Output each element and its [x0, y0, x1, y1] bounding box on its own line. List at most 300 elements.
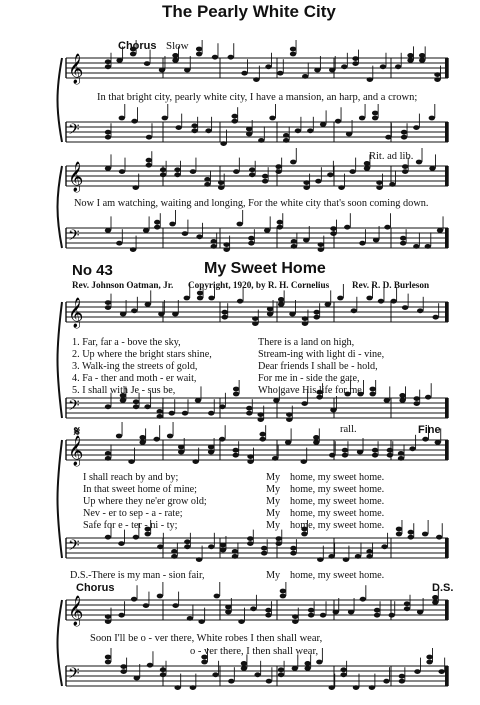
note-head: [422, 437, 428, 442]
note-head: [254, 672, 260, 677]
note-head: [237, 299, 243, 304]
note-head: [120, 398, 126, 403]
note-head: [220, 548, 226, 553]
ds-mark: D.S.: [432, 582, 454, 594]
note-head: [258, 138, 264, 143]
note-head: [228, 679, 234, 684]
note-head: [417, 308, 423, 313]
verse-line: My: [266, 496, 281, 508]
note-head: [252, 321, 258, 326]
note-head: [401, 135, 407, 140]
note-head: [208, 296, 214, 301]
note-head: [329, 68, 335, 73]
note-head: [105, 456, 111, 461]
note-head: [223, 247, 229, 252]
verse-line: My: [266, 484, 281, 496]
verse-block-b-mid: [266, 472, 280, 532]
verse-line: Stream-ing with light di - vine,: [258, 349, 385, 361]
note-head: [131, 597, 137, 602]
note-head: [105, 64, 111, 69]
note-head: [231, 119, 237, 124]
note-head: [246, 132, 252, 137]
note-head: [360, 597, 366, 602]
note-head: [153, 437, 159, 442]
verse-line: My: [266, 472, 281, 483]
note-head: [219, 437, 225, 442]
note-head: [267, 312, 273, 317]
note-head: [380, 64, 386, 69]
note-head: [218, 185, 224, 190]
verse-line: home, my sweet home.: [290, 508, 385, 520]
verse-line: Up where they ne'er grow old;: [83, 496, 207, 508]
note-head: [145, 302, 151, 307]
verse-line: There is a land on high,: [258, 337, 355, 348]
note-head: [425, 244, 431, 249]
note-head: [178, 450, 184, 455]
note-head: [118, 541, 124, 546]
note-head: [286, 417, 292, 422]
verse-block-b-right: [290, 472, 384, 532]
note-head: [184, 296, 190, 301]
copyright-credit: Copyright, 1920, by R. H. Cornelius: [188, 280, 330, 290]
note-head: [280, 594, 286, 599]
bass-clef-icon: 𝄢: [68, 665, 80, 686]
note-head: [399, 398, 405, 403]
note-head: [289, 312, 295, 317]
note-head: [317, 557, 323, 562]
note-head: [246, 411, 252, 416]
bass-clef-icon: 𝄢: [68, 227, 80, 248]
note-head: [133, 535, 139, 540]
verse-line: In that sweet home of mine;: [83, 484, 198, 496]
note-head: [400, 241, 406, 246]
note-head: [233, 392, 239, 397]
note-head: [320, 122, 326, 127]
note-head: [171, 554, 177, 559]
verse-block-b-left: [83, 472, 207, 532]
note-head: [157, 544, 163, 549]
note-head: [426, 660, 432, 665]
note-head: [429, 116, 435, 121]
note-head: [208, 411, 214, 416]
note-head: [340, 672, 346, 677]
note-head: [385, 135, 391, 140]
note-head: [116, 434, 122, 439]
chorus-mark-2: Chorus: [76, 582, 115, 594]
note-head: [330, 408, 336, 413]
note-head: [359, 241, 365, 246]
note-head: [147, 663, 153, 668]
verse-line: Nev - er to sep - a - rate;: [83, 508, 183, 520]
verse-line: Safe for e - ter - ni - ty;: [83, 520, 178, 532]
verse-block-a-left: [72, 337, 212, 397]
note-head: [146, 163, 152, 168]
verse-line: My: [266, 508, 281, 520]
note-head: [352, 61, 358, 66]
note-head: [303, 185, 309, 190]
note-head: [320, 613, 326, 618]
note-head: [313, 315, 319, 320]
note-head: [174, 172, 180, 177]
note-head: [384, 398, 390, 403]
note-head: [238, 619, 244, 624]
note-head: [341, 64, 347, 69]
brace: [58, 600, 63, 686]
note-head: [307, 128, 313, 133]
note-head: [160, 172, 166, 177]
note-head: [259, 437, 265, 442]
note-head: [176, 125, 182, 130]
note-head: [436, 535, 442, 540]
author-credit: Rev. Johnson Oatman, Jr.: [72, 280, 174, 290]
note-head: [407, 58, 413, 63]
note-head: [249, 172, 255, 177]
treble-clef-icon: 𝄞: [68, 162, 84, 192]
note-head: [374, 613, 380, 618]
note-head: [301, 401, 307, 406]
note-head: [208, 450, 214, 455]
verse-line: 5. I shall with Je - sus be,: [72, 385, 176, 397]
note-head: [131, 119, 137, 124]
note-head: [383, 679, 389, 684]
note-head: [438, 669, 444, 674]
note-head: [146, 135, 152, 140]
fine-mark: Fine: [418, 424, 441, 436]
note-head: [264, 228, 270, 233]
note-head: [425, 395, 431, 400]
note-head: [349, 169, 355, 174]
note-head: [159, 68, 165, 73]
note-head: [316, 660, 322, 665]
note-head: [172, 603, 178, 608]
note-head: [384, 225, 390, 230]
note-head: [337, 296, 343, 301]
verse-line: Who gave His life for me,: [258, 385, 365, 397]
note-head: [413, 244, 419, 249]
note-head: [290, 160, 296, 165]
note-head: [373, 238, 379, 243]
note-head: [118, 613, 124, 618]
note-head: [233, 169, 239, 174]
note-head: [247, 459, 253, 464]
note-head: [160, 672, 166, 677]
lyric-line: Now I am watching, waiting and longing, For the white city that's soon coming down.: [74, 198, 429, 209]
note-head: [201, 660, 207, 665]
note-head: [184, 544, 190, 549]
note-head: [413, 125, 419, 130]
note-head: [133, 404, 139, 409]
note-head: [390, 299, 396, 304]
note-head: [435, 440, 441, 445]
note-head: [292, 619, 298, 624]
note-head: [130, 52, 136, 57]
note-head: [241, 666, 247, 671]
note-head: [253, 77, 259, 82]
note-head: [133, 185, 139, 190]
note-head: [265, 64, 271, 69]
note-head: [304, 666, 310, 671]
note-head: [372, 453, 378, 458]
note-head: [276, 541, 282, 546]
note-head: [211, 244, 217, 249]
note-head: [212, 55, 218, 60]
note-head: [131, 308, 137, 313]
note-head: [275, 169, 281, 174]
note-head: [291, 244, 297, 249]
brace: [58, 440, 63, 558]
note-head: [335, 119, 341, 124]
rit-mark: Rit. ad lib.: [369, 151, 414, 162]
note-head: [290, 551, 296, 556]
note-head: [143, 603, 149, 608]
note-head: [303, 238, 309, 243]
note-head: [198, 619, 204, 624]
note-head: [432, 315, 438, 320]
note-head: [396, 532, 402, 537]
hymn-number: No 43: [72, 262, 113, 279]
verse-line: I shall reach by and by;: [83, 472, 179, 483]
treble-clef-icon: 𝄞: [68, 298, 84, 328]
note-head: [395, 64, 401, 69]
composer-credit: Rev. R. D. Burleson: [352, 280, 430, 290]
treble-clef-icon: 𝄞: [68, 436, 84, 466]
note-head: [285, 440, 291, 445]
note-head: [225, 610, 231, 615]
note-head: [434, 77, 440, 82]
note-head: [399, 679, 405, 684]
note-head: [290, 52, 296, 57]
note-head: [154, 225, 160, 230]
ds-lyric-line: D.S.-There is my man - sion fair,: [70, 570, 205, 581]
note-head: [402, 169, 408, 174]
note-head: [119, 169, 125, 174]
note-head: [250, 606, 256, 611]
bass-clef-icon: 𝄢: [68, 121, 80, 142]
note-head: [247, 541, 253, 546]
note-head: [414, 669, 420, 674]
note-head: [220, 141, 226, 146]
note-head: [381, 544, 387, 549]
note-head: [318, 247, 324, 252]
note-head: [378, 299, 384, 304]
note-head: [262, 179, 268, 184]
note-head: [342, 453, 348, 458]
note-head: [367, 77, 373, 82]
note-head: [416, 160, 422, 165]
song-title-pearly-white-city: The Pearly White City: [162, 2, 336, 21]
note-head: [333, 610, 339, 615]
note-head: [105, 404, 111, 409]
note-head: [192, 459, 198, 464]
note-head: [212, 672, 218, 677]
note-head: [182, 411, 188, 416]
note-head: [343, 557, 349, 562]
note-head: [366, 296, 372, 301]
note-head: [248, 241, 254, 246]
note-head: [190, 169, 196, 174]
ds-my: My: [266, 570, 281, 581]
note-head: [351, 308, 357, 313]
note-head: [120, 669, 126, 674]
note-head: [327, 172, 333, 177]
note-head: [130, 247, 136, 252]
note-head: [357, 450, 363, 455]
note-head: [120, 312, 126, 317]
rall-mark: rall.: [340, 424, 357, 435]
note-head: [437, 228, 443, 233]
segno-sign: 𝄋: [74, 425, 81, 440]
note-head: [204, 182, 210, 187]
note-head: [404, 606, 410, 611]
note-head: [353, 685, 359, 690]
verse-block-a-right: [258, 337, 384, 397]
note-head: [144, 404, 150, 409]
note-head: [139, 440, 145, 445]
note-head: [257, 417, 263, 422]
note-head: [116, 58, 122, 63]
note-head: [329, 685, 335, 690]
note-head: [169, 222, 175, 227]
note-head: [372, 116, 378, 121]
note-head: [302, 321, 308, 326]
note-head: [409, 446, 415, 451]
note-head: [364, 166, 370, 171]
note-head: [292, 666, 298, 671]
note-head: [214, 594, 220, 599]
verse-line: My: [266, 520, 281, 532]
note-head: [313, 440, 319, 445]
note-head: [330, 231, 336, 236]
note-head: [432, 600, 438, 605]
song-title-my-sweet-home: My Sweet Home: [204, 260, 326, 277]
note-head: [119, 116, 125, 121]
note-head: [273, 398, 279, 403]
note-head: [184, 68, 190, 73]
lyric-line: In that bright city, pearly white city, I have a mansion, an harp, and a crown;: [97, 92, 418, 103]
verse-line: home, my sweet home.: [290, 484, 385, 496]
note-head: [174, 685, 180, 690]
note-head: [172, 312, 178, 317]
note-head: [387, 453, 393, 458]
note-head: [315, 179, 321, 184]
note-head: [143, 228, 149, 233]
note-head: [295, 128, 301, 133]
verse-line: For me in - side the gate,: [258, 373, 360, 385]
note-head: [105, 535, 111, 540]
note-head: [236, 222, 242, 227]
verse-line: 1. Far, far a - bove the sky,: [72, 337, 181, 348]
brace: [58, 166, 63, 248]
verse-line: 2. Up where the bright stars shine,: [72, 349, 212, 361]
note-head: [265, 613, 271, 618]
note-head: [283, 138, 289, 143]
note-head: [266, 679, 272, 684]
note-head: [338, 185, 344, 190]
note-head: [348, 610, 354, 615]
bass-clef-icon: 𝄢: [68, 397, 80, 418]
note-head: [355, 554, 361, 559]
note-head: [219, 404, 225, 409]
note-head: [162, 116, 168, 121]
verse-line: 3. Walk-ing the streets of gold,: [72, 361, 198, 373]
treble-clef-icon: 𝄞: [68, 596, 84, 626]
note-head: [228, 55, 234, 60]
note-head: [419, 58, 425, 63]
note-head: [196, 234, 202, 239]
chorus-lyric-line-2: o - ver there, I then shall wear,: [190, 646, 319, 657]
note-head: [278, 672, 284, 677]
note-head: [195, 398, 201, 403]
note-head: [302, 74, 308, 79]
chorus-lyric-line-1: Soon I'll be o - ver there, White robes I then shall wear,: [90, 633, 323, 644]
note-head: [191, 128, 197, 133]
note-head: [241, 71, 247, 76]
note-head: [314, 68, 320, 73]
note-head: [205, 128, 211, 133]
note-head: [232, 453, 238, 458]
note-head: [105, 166, 111, 171]
ds-home: home, my sweet home.: [290, 570, 385, 581]
note-head: [169, 411, 175, 416]
note-head: [187, 616, 193, 621]
note-head: [208, 544, 214, 549]
note-head: [134, 676, 140, 681]
note-head: [269, 116, 275, 121]
note-head: [414, 401, 420, 406]
chorus-mark: Chorus: [118, 40, 157, 52]
note-head: [232, 554, 238, 559]
note-head: [301, 459, 307, 464]
note-head: [272, 456, 278, 461]
note-head: [182, 231, 188, 236]
note-head: [408, 535, 414, 540]
note-head: [389, 182, 395, 187]
note-head: [376, 185, 382, 190]
note-head: [105, 660, 111, 665]
note-head: [417, 610, 423, 615]
note-head: [167, 434, 173, 439]
note-head: [308, 613, 314, 618]
note-head: [196, 557, 202, 562]
brace: [58, 58, 63, 142]
note-head: [402, 305, 408, 310]
note-head: [328, 554, 334, 559]
note-head: [344, 225, 350, 230]
note-head: [346, 132, 352, 137]
bass-clef-icon: 𝄢: [68, 537, 80, 558]
note-head: [157, 594, 163, 599]
note-head: [261, 551, 267, 556]
note-head: [325, 302, 331, 307]
note-head: [116, 241, 122, 246]
note-head: [190, 685, 196, 690]
brace: [58, 302, 63, 418]
verse-line: home, my sweet home.: [290, 520, 385, 532]
verse-line: home, my sweet home.: [290, 496, 385, 508]
note-head: [105, 135, 111, 140]
note-head: [105, 619, 111, 624]
verse-line: home, my sweet home.: [290, 472, 385, 483]
note-head: [105, 305, 111, 310]
note-head: [389, 613, 395, 618]
note-head: [144, 61, 150, 66]
verse-line: Dear friends I shall be - hold,: [258, 361, 378, 373]
note-head: [197, 296, 203, 301]
note-head: [359, 116, 365, 121]
verse-line: 4. Fa - ther and moth - er wait,: [72, 373, 197, 385]
note-head: [422, 532, 428, 537]
note-head: [172, 58, 178, 63]
